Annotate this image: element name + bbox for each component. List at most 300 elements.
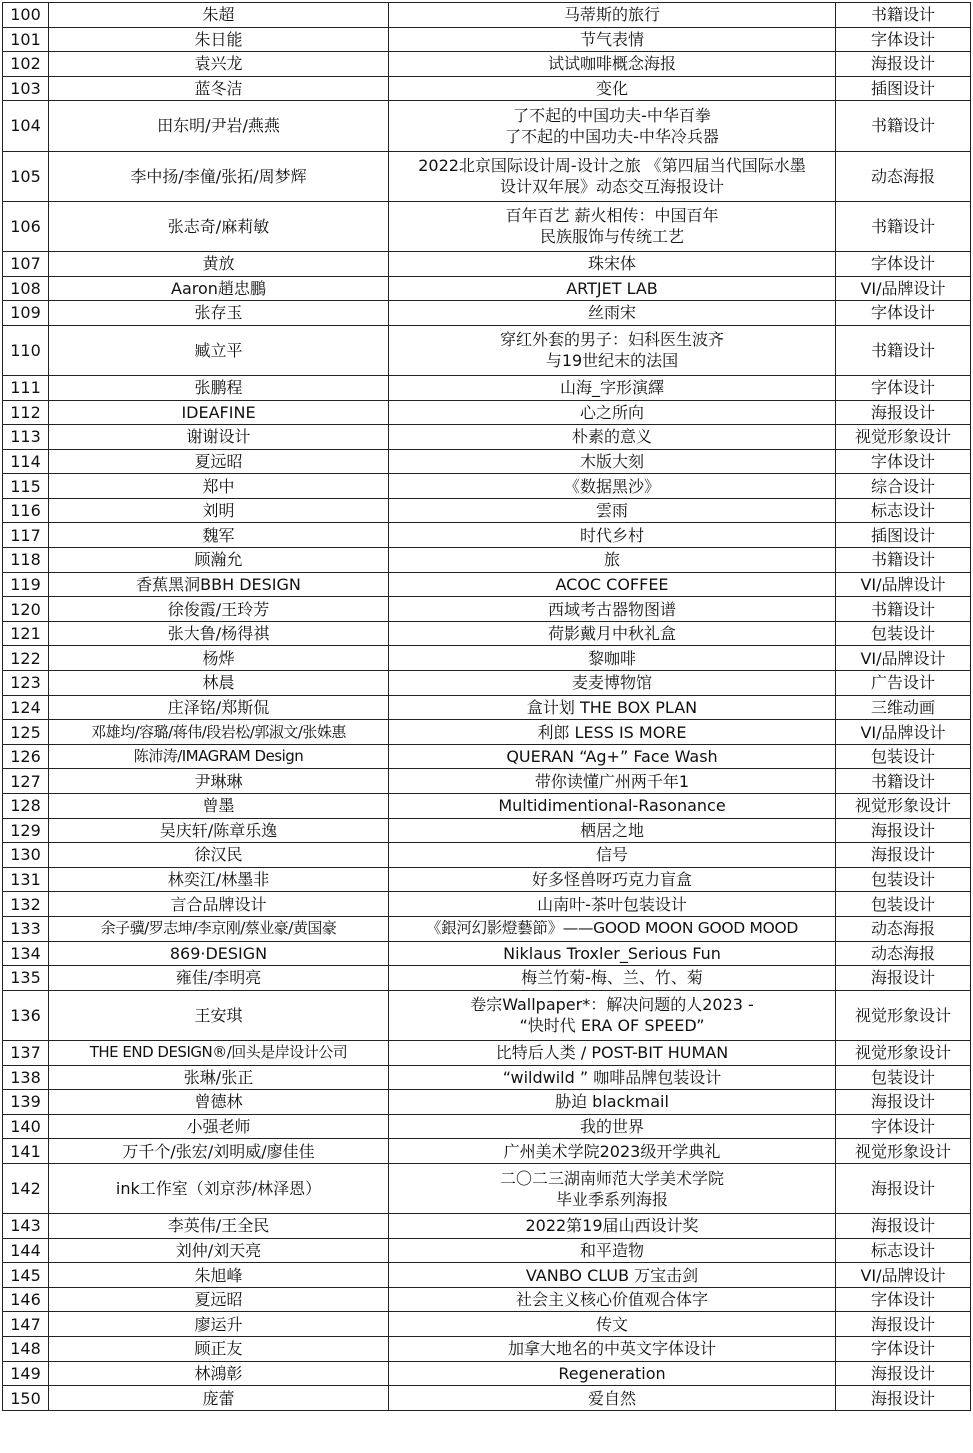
entry-category: 视觉形象设计: [836, 1139, 971, 1164]
work-title-line: 广州美术学院2023级开学典礼: [503, 1141, 721, 1161]
table-row: [3, 498, 971, 523]
entry-author: 香蕉黑洞BBH DESIGN: [49, 572, 389, 597]
work-title-line: 山南叶-茶叶包装设计: [537, 894, 687, 914]
work-title-line: 《数据黑沙》: [563, 476, 660, 496]
work-title-line: 黎咖啡: [587, 648, 636, 668]
entry-author: 谢谢设计: [49, 425, 389, 450]
entry-work-title: [389, 375, 836, 400]
entry-number: 104: [3, 101, 49, 151]
work-title-line: 民族服饰与传统工艺: [539, 227, 684, 247]
entry-category: VI/品牌设计: [836, 572, 971, 597]
entry-number: 124: [3, 695, 49, 720]
entries-table-body: [3, 3, 971, 1411]
entry-author: 869·DESIGN: [49, 941, 389, 966]
entry-number: 122: [3, 646, 49, 671]
entry-work-title: [389, 449, 836, 474]
entry-author: 曾德林: [49, 1090, 389, 1115]
work-title-line: 利郎 LESS IS MORE: [537, 722, 687, 742]
entry-category: 字体设计: [836, 1287, 971, 1312]
work-title-line: 加拿大地名的中英文字体设计: [507, 1339, 716, 1359]
entry-author: 夏远昭: [49, 1287, 389, 1312]
entry-work-title: [389, 1238, 836, 1263]
table-row: [3, 671, 971, 696]
entry-work-title: [389, 867, 836, 892]
entry-work-title: [389, 744, 836, 769]
work-title-line: 马蒂斯的旅行: [563, 5, 660, 25]
entry-author: 李英伟/王全民: [49, 1214, 389, 1239]
table-row: [3, 1114, 971, 1139]
entry-author: 李中扬/李僮/张拓/周梦辉: [49, 151, 389, 201]
work-title-line: “快时代 ERA OF SPEED”: [519, 1016, 705, 1036]
entry-number: 120: [3, 597, 49, 622]
work-title-line: VANBO CLUB 万宝击剑: [525, 1265, 699, 1285]
work-title-line: 毕业季系列海报: [555, 1189, 668, 1209]
entry-work-title: [389, 794, 836, 819]
work-title-line: 试试咖啡概念海报: [547, 54, 676, 74]
work-title-line: 好多怪兽呀巧克力盲盒: [531, 870, 692, 890]
entry-author: 田东明/尹岩/燕燕: [49, 101, 389, 151]
table-row: [3, 1065, 971, 1090]
entry-category: 海报设计: [836, 843, 971, 868]
work-title-line: 胁迫 blackmail: [555, 1092, 669, 1112]
entry-work-title: [389, 572, 836, 597]
work-title-line: 珠宋体: [587, 254, 636, 274]
entry-author: 蓝冬洁: [49, 76, 389, 101]
work-title-line: 比特后人类 / POST-BIT HUMAN: [495, 1043, 729, 1063]
entry-number: 132: [3, 892, 49, 917]
table-row: [3, 966, 971, 991]
work-title-line: 我的世界: [579, 1117, 644, 1137]
entry-author: 张志奇/麻莉敏: [49, 201, 389, 251]
entry-work-title: [389, 52, 836, 77]
work-title-line: 雲雨: [595, 501, 628, 521]
entry-category: 包装设计: [836, 1065, 971, 1090]
entry-work-title: [389, 498, 836, 523]
table-row: [3, 101, 971, 151]
table-row: [3, 1287, 971, 1312]
entry-number: 113: [3, 425, 49, 450]
entry-work-title: [389, 966, 836, 991]
entry-category: 插图设计: [836, 523, 971, 548]
entry-category: 视觉形象设计: [836, 794, 971, 819]
entry-work-title: [389, 151, 836, 201]
entry-category: 动态海报: [836, 151, 971, 201]
work-title-line: 2022北京国际设计周-设计之旅 《第四届当代国际水墨: [418, 156, 806, 176]
entries-table: [2, 2, 971, 1411]
table-row: [3, 646, 971, 671]
entry-author: 小强老师: [49, 1114, 389, 1139]
entry-number: 140: [3, 1114, 49, 1139]
work-title-line: “wildwild ” 咖啡品牌包装设计: [502, 1067, 722, 1087]
entry-work-title: [389, 843, 836, 868]
entry-author: 万千个/张宏/刘明威/廖佳佳: [49, 1139, 389, 1164]
work-title-line: Regeneration: [558, 1363, 666, 1383]
entry-category: 视觉形象设计: [836, 990, 971, 1040]
entry-number: 147: [3, 1312, 49, 1337]
table-row: [3, 720, 971, 745]
entry-author: 朱日能: [49, 27, 389, 52]
entry-work-title: [389, 1386, 836, 1411]
entry-work-title: [389, 671, 836, 696]
entry-category: 字体设计: [836, 375, 971, 400]
entry-number: 119: [3, 572, 49, 597]
work-title-line: 盒计划 THE BOX PLAN: [526, 697, 698, 717]
work-title-line: 荷影戴月中秋礼盒: [547, 624, 676, 644]
entry-number: 109: [3, 301, 49, 326]
entry-category: VI/品牌设计: [836, 276, 971, 301]
entry-author: 徐俊霞/王玲芳: [49, 597, 389, 622]
entry-work-title: [389, 892, 836, 917]
work-title-line: 信号: [595, 845, 628, 865]
entry-author: 廖运升: [49, 1312, 389, 1337]
entry-author: 杨烨: [49, 646, 389, 671]
table-row: [3, 151, 971, 201]
table-row: [3, 1361, 971, 1386]
entry-author: 袁兴龙: [49, 52, 389, 77]
table-row: [3, 449, 971, 474]
entry-author: 吴庆轩/陈章乐逸: [49, 818, 389, 843]
entry-author: 张存玉: [49, 301, 389, 326]
entry-number: 123: [3, 671, 49, 696]
work-title-line: 山海_字形演繹: [559, 378, 664, 398]
entry-work-title: [389, 769, 836, 794]
entry-author: 陈沛涛/IMAGRAM Design: [49, 744, 389, 769]
table-row: [3, 1386, 971, 1411]
work-title-line: 了不起的中国功夫-中华冷兵器: [505, 126, 719, 146]
table-row: [3, 597, 971, 622]
entry-category: VI/品牌设计: [836, 1263, 971, 1288]
entry-author: 林晨: [49, 671, 389, 696]
entry-work-title: [389, 990, 836, 1040]
entry-number: 129: [3, 818, 49, 843]
entry-number: 135: [3, 966, 49, 991]
entry-number: 150: [3, 1386, 49, 1411]
table-row: [3, 867, 971, 892]
entry-work-title: [389, 548, 836, 573]
entry-work-title: [389, 101, 836, 151]
entry-number: 110: [3, 325, 49, 375]
table-row: [3, 1238, 971, 1263]
table-row: [3, 1090, 971, 1115]
entry-author: 夏远昭: [49, 449, 389, 474]
entry-category: 书籍设计: [836, 769, 971, 794]
table-row: [3, 474, 971, 499]
table-row: [3, 251, 971, 276]
entry-number: 105: [3, 151, 49, 201]
entry-category: 海报设计: [836, 1386, 971, 1411]
work-title-line: 传文: [595, 1314, 628, 1334]
table-row: [3, 76, 971, 101]
entry-category: VI/品牌设计: [836, 720, 971, 745]
entry-number: 100: [3, 3, 49, 28]
entry-work-title: [389, 1114, 836, 1139]
entry-number: 133: [3, 916, 49, 941]
entry-work-title: [389, 76, 836, 101]
entry-number: 142: [3, 1163, 49, 1213]
entry-work-title: [389, 474, 836, 499]
entry-author: 张琳/张正: [49, 1065, 389, 1090]
entry-author: 曾墨: [49, 794, 389, 819]
work-title-line: 丝雨宋: [587, 303, 636, 323]
entry-author: 张鹏程: [49, 375, 389, 400]
table-row: [3, 52, 971, 77]
entry-number: 114: [3, 449, 49, 474]
entry-work-title: [389, 1312, 836, 1337]
entry-category: 字体设计: [836, 301, 971, 326]
entry-number: 149: [3, 1361, 49, 1386]
entry-category: 书籍设计: [836, 101, 971, 151]
table-row: [3, 1040, 971, 1065]
entry-author: 雍佳/李明亮: [49, 966, 389, 991]
table-row: [3, 695, 971, 720]
entry-category: 字体设计: [836, 27, 971, 52]
work-title-line: 2022第19届山西设计奖: [525, 1216, 699, 1236]
entry-author: 余子骥/罗志坤/李京刚/蔡业豪/黄国豪: [49, 916, 389, 941]
table-row: [3, 3, 971, 28]
entry-category: 视觉形象设计: [836, 425, 971, 450]
entry-author: 张大鲁/杨得祺: [49, 621, 389, 646]
entry-author: 黄放: [49, 251, 389, 276]
entry-category: 标志设计: [836, 1238, 971, 1263]
entry-author: 尹琳琳: [49, 769, 389, 794]
entry-number: 108: [3, 276, 49, 301]
work-title-line: 和平造物: [579, 1240, 644, 1260]
work-title-line: 社会主义核心价值观合体字: [515, 1290, 708, 1310]
entry-category: 标志设计: [836, 498, 971, 523]
entry-category: 包装设计: [836, 867, 971, 892]
table-row: [3, 744, 971, 769]
table-row: [3, 1163, 971, 1213]
entry-author: 顾正友: [49, 1337, 389, 1362]
table-row: [3, 523, 971, 548]
entry-work-title: [389, 1065, 836, 1090]
entry-number: 117: [3, 523, 49, 548]
work-title-line: 设计双年展》动态交互海报设计: [499, 177, 724, 197]
entry-author: 庄泽铭/郑斯侃: [49, 695, 389, 720]
entry-work-title: [389, 1337, 836, 1362]
entry-number: 107: [3, 251, 49, 276]
entry-category: 书籍设计: [836, 201, 971, 251]
entry-category: 海报设计: [836, 1163, 971, 1213]
entry-category: 三维动画: [836, 695, 971, 720]
entry-category: 广告设计: [836, 671, 971, 696]
entry-category: 海报设计: [836, 400, 971, 425]
entry-author: 林鴻彰: [49, 1361, 389, 1386]
entry-author: THE END DESIGN®/回头是岸设计公司: [49, 1040, 389, 1065]
entry-number: 116: [3, 498, 49, 523]
entry-work-title: [389, 400, 836, 425]
entry-category: VI/品牌设计: [836, 646, 971, 671]
entry-author: 言合品牌设计: [49, 892, 389, 917]
table-row: [3, 1214, 971, 1239]
entry-number: 115: [3, 474, 49, 499]
entry-number: 112: [3, 400, 49, 425]
entry-number: 145: [3, 1263, 49, 1288]
entry-number: 141: [3, 1139, 49, 1164]
entry-work-title: [389, 1214, 836, 1239]
entry-category: 海报设计: [836, 1090, 971, 1115]
entry-work-title: [389, 941, 836, 966]
entry-category: 动态海报: [836, 941, 971, 966]
entry-author: 徐汉民: [49, 843, 389, 868]
work-title-line: 旅: [603, 550, 620, 570]
entry-category: 海报设计: [836, 966, 971, 991]
entry-number: 103: [3, 76, 49, 101]
work-title-line: ARTJET LAB: [566, 278, 658, 298]
entry-number: 134: [3, 941, 49, 966]
entry-number: 146: [3, 1287, 49, 1312]
entry-category: 动态海报: [836, 916, 971, 941]
work-title-line: 西域考古器物图谱: [547, 599, 676, 619]
entry-work-title: [389, 251, 836, 276]
entry-number: 101: [3, 27, 49, 52]
entry-category: 字体设计: [836, 1337, 971, 1362]
entry-category: 书籍设计: [836, 597, 971, 622]
entry-number: 111: [3, 375, 49, 400]
entry-author: 郑中: [49, 474, 389, 499]
entry-category: 字体设计: [836, 449, 971, 474]
entry-category: 海报设计: [836, 818, 971, 843]
entry-author: 邓雄均/容璐/蒋伟/段岩松/郭淑文/张姝惠: [49, 720, 389, 745]
entry-number: 128: [3, 794, 49, 819]
entry-number: 121: [3, 621, 49, 646]
table-row: [3, 892, 971, 917]
entry-work-title: [389, 3, 836, 28]
table-row: [3, 400, 971, 425]
entry-work-title: [389, 597, 836, 622]
table-row: [3, 1312, 971, 1337]
work-title-line: 卷宗Wallpaper*：解决问题的人2023 -: [470, 995, 754, 1015]
work-title-line: 木版大刻: [579, 451, 644, 471]
table-row: [3, 1263, 971, 1288]
entry-category: 海报设计: [836, 52, 971, 77]
entry-author: 朱旭峰: [49, 1263, 389, 1288]
table-row: [3, 325, 971, 375]
entry-category: 包装设计: [836, 744, 971, 769]
entry-work-title: [389, 646, 836, 671]
entry-number: 125: [3, 720, 49, 745]
entry-work-title: [389, 201, 836, 251]
entry-work-title: [389, 425, 836, 450]
table-row: [3, 843, 971, 868]
work-title-line: 《銀河幻影燈藝節》——GOOD MOON GOOD MOOD: [425, 919, 799, 938]
work-title-line: Multidimentional-Rasonance: [498, 796, 726, 816]
entry-number: 130: [3, 843, 49, 868]
table-row: [3, 548, 971, 573]
entry-number: 118: [3, 548, 49, 573]
entry-work-title: [389, 1163, 836, 1213]
table-row: [3, 1139, 971, 1164]
entry-author: ink工作室（刘京莎/林泽恩）: [49, 1163, 389, 1213]
entry-number: 137: [3, 1040, 49, 1065]
table-row: [3, 425, 971, 450]
entry-author: 林奕江/林墨非: [49, 867, 389, 892]
work-title-line: 与19世纪末的法国: [545, 351, 679, 371]
entry-work-title: [389, 1090, 836, 1115]
entry-work-title: [389, 695, 836, 720]
entry-work-title: [389, 916, 836, 941]
entry-work-title: [389, 621, 836, 646]
entry-author: 刘明: [49, 498, 389, 523]
entry-work-title: [389, 1361, 836, 1386]
entry-work-title: [389, 720, 836, 745]
entry-category: 海报设计: [836, 1214, 971, 1239]
entry-number: 106: [3, 201, 49, 251]
entry-work-title: [389, 325, 836, 375]
entry-work-title: [389, 523, 836, 548]
entry-number: 144: [3, 1238, 49, 1263]
table-row: [3, 276, 971, 301]
entry-author: 朱超: [49, 3, 389, 28]
entry-category: 海报设计: [836, 1361, 971, 1386]
table-row: [3, 572, 971, 597]
entry-category: 字体设计: [836, 1114, 971, 1139]
work-title-line: 朴素的意义: [571, 427, 652, 447]
entry-author: IDEAFINE: [49, 400, 389, 425]
table-row: [3, 990, 971, 1040]
entry-category: 海报设计: [836, 1312, 971, 1337]
entry-work-title: [389, 1040, 836, 1065]
entry-category: 字体设计: [836, 251, 971, 276]
table-row: [3, 1337, 971, 1362]
work-title-line: 爱自然: [587, 1388, 636, 1408]
table-row: [3, 916, 971, 941]
entry-work-title: [389, 1263, 836, 1288]
entry-author: 顾瀚允: [49, 548, 389, 573]
entry-author: 魏军: [49, 523, 389, 548]
entry-category: 书籍设计: [836, 3, 971, 28]
work-title-line: 百年百艺 薪火相传：中国百年: [505, 206, 719, 226]
entry-category: 书籍设计: [836, 548, 971, 573]
work-title-line: 梅兰竹菊-梅、兰、竹、菊: [521, 968, 703, 988]
entry-number: 126: [3, 744, 49, 769]
work-title-line: 节气表情: [579, 29, 644, 49]
work-title-line: 心之所向: [579, 402, 644, 422]
entry-category: 综合设计: [836, 474, 971, 499]
work-title-line: 二〇二三湖南师范大学美术学院: [499, 1168, 724, 1188]
entry-author: 臧立平: [49, 325, 389, 375]
entry-author: 王安琪: [49, 990, 389, 1040]
entry-category: 包装设计: [836, 892, 971, 917]
work-title-line: 栖居之地: [579, 820, 644, 840]
table-row: [3, 941, 971, 966]
work-title-line: 带你读懂广州两千年1: [534, 771, 690, 791]
work-title-line: 时代乡村: [579, 525, 644, 545]
entry-work-title: [389, 1287, 836, 1312]
work-title-line: 穿红外套的男子：妇科医生波齐: [499, 330, 724, 350]
entry-work-title: [389, 276, 836, 301]
entry-category: 插图设计: [836, 76, 971, 101]
entry-category: 书籍设计: [836, 325, 971, 375]
table-row: [3, 794, 971, 819]
table-row: [3, 375, 971, 400]
entry-number: 143: [3, 1214, 49, 1239]
entry-author: Aaron趙忠鵬: [49, 276, 389, 301]
entry-number: 148: [3, 1337, 49, 1362]
entry-category: 视觉形象设计: [836, 1040, 971, 1065]
entry-category: 包装设计: [836, 621, 971, 646]
work-title-line: 变化: [595, 79, 628, 99]
table-row: [3, 818, 971, 843]
work-title-line: ACOC COFFEE: [555, 574, 669, 594]
entry-number: 138: [3, 1065, 49, 1090]
entry-author: 刘仲/刘天亮: [49, 1238, 389, 1263]
table-row: [3, 27, 971, 52]
table-row: [3, 201, 971, 251]
table-row: [3, 301, 971, 326]
work-title-line: Niklaus Troxler_Serious Fun: [503, 943, 721, 963]
entry-work-title: [389, 27, 836, 52]
